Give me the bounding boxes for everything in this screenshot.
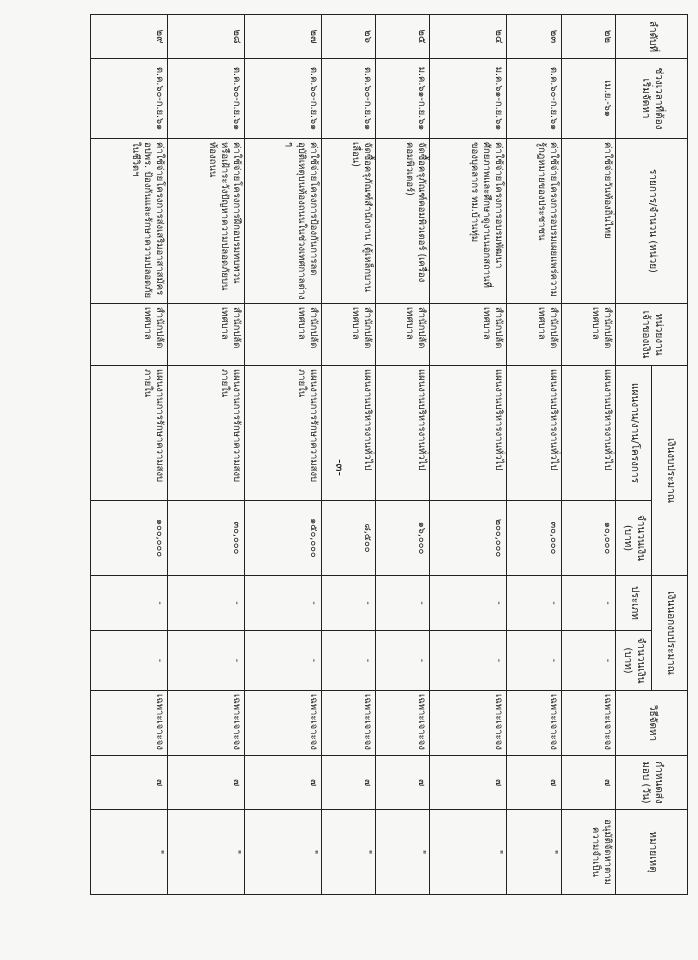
cell-order: ๒๖: [321, 15, 375, 59]
cell-remark: ": [321, 810, 375, 895]
cell-owner: สำนักปลัดเทศบาล: [561, 304, 615, 366]
cell-order: ๒๗: [244, 15, 321, 59]
procurement-table: [90, 14, 688, 895]
cell-period: ต.ค.๖๐-ก.ย.๖๑: [507, 59, 561, 139]
cell-deadline: ๗: [375, 756, 429, 810]
cell-off-amount: -: [507, 631, 561, 691]
cell-method: เฉพาะเจาะจง: [507, 691, 561, 756]
table-row: [321, 15, 375, 895]
cell-order: ๒๔: [430, 15, 507, 59]
cell-owner: สำนักปลัดเทศบาล: [244, 304, 321, 366]
cell-period: ต.ค.๖๐-ก.ย.๖๑: [167, 59, 244, 139]
rotated-table-container: [68, 0, 698, 900]
cell-amount: ๘,๕๐๐: [321, 501, 375, 576]
cell-deadline: ๗: [430, 756, 507, 810]
cell-off-amount: -: [167, 631, 244, 691]
cell-period: ต.ค.๖๐-ก.ย.๖๑: [244, 59, 321, 139]
cell-deadline: ๗: [91, 756, 168, 810]
table-row: [91, 15, 168, 895]
header-owner: หน่วยงานเจ้าของเงิน: [616, 304, 688, 366]
header-budget-amount: จำนวนเงิน (บาท): [616, 501, 652, 576]
page-number: -๓-: [332, 459, 347, 476]
cell-off-amount: -: [561, 631, 615, 691]
cell-plan: แผนงานบริหารงานทั่วไป: [430, 366, 507, 501]
cell-owner: สำนักปลัดเทศบาล: [430, 304, 507, 366]
cell-off-amount: -: [375, 631, 429, 691]
table-row: [244, 15, 321, 895]
cell-order: ๒๕: [375, 15, 429, 59]
cell-remark: ": [91, 810, 168, 895]
cell-owner: สำนักปลัดเทศบาล: [375, 304, 429, 366]
header-offbudget: เงินนอกงบประมาณ: [652, 576, 688, 691]
cell-owner: สำนักปลัดเทศบาล: [91, 304, 168, 366]
table-row: [507, 15, 561, 895]
cell-off-type: -: [375, 576, 429, 631]
cell-plan: แผนงานบริหารงานทั่วไป: [375, 366, 429, 501]
cell-plan: แผนงานบริหารงานทั่วไป: [561, 366, 615, 501]
cell-amount: ๒๐๐,๐๐๐: [430, 501, 507, 576]
cell-deadline: ๗: [167, 756, 244, 810]
table-row: [561, 15, 615, 895]
cell-method: เฉพาะเจาะจง: [430, 691, 507, 756]
header-off-type: ประเภท: [616, 576, 652, 631]
cell-off-type: -: [507, 576, 561, 631]
cell-owner: สำนักปลัดเทศบาล: [507, 304, 561, 366]
cell-remark: ": [244, 810, 321, 895]
cell-off-amount: -: [430, 631, 507, 691]
cell-amount: ๓๐,๐๐๐: [507, 501, 561, 576]
cell-item: ค่าใช้จ่ายโครงการอบรมพัฒนาศักยภาพและศึกษาดูงานนอกสถานที่ของบุคลากร ทม.บ้านทุ่ม: [430, 139, 507, 304]
cell-off-type: -: [561, 576, 615, 631]
cell-plan: แผนงานบริหารงานทั่วไป: [507, 366, 561, 501]
cell-amount: ๑๐,๐๐๐: [561, 501, 615, 576]
cell-off-amount: -: [91, 631, 168, 691]
cell-off-type: -: [167, 576, 244, 631]
header-deadline: กำหนดส่งมอบ (วัน): [616, 756, 688, 810]
cell-plan: แผนงานการรักษาความสงบภายใน: [244, 366, 321, 501]
cell-off-type: -: [321, 576, 375, 631]
header-remark: หมายเหตุ: [616, 810, 688, 895]
header-period: ช่วงเวลาที่ต้องเริ่มจัดหา: [616, 59, 688, 139]
cell-off-type: -: [430, 576, 507, 631]
cell-plan: แผนงานการรักษาความสงบภายใน: [91, 366, 168, 501]
cell-off-type: -: [91, 576, 168, 631]
cell-item: ค่าใช้จ่ายโครงการฝึกอบรมทบทวนหรือเฝ้าระวังปัญหาความปลอดภัยบนท้องถนน: [167, 139, 244, 304]
cell-method: เฉพาะเจาะจง: [244, 691, 321, 756]
cell-remark: ": [375, 810, 429, 895]
cell-period: ต.ค.๖๐-ก.ย.๖๑: [91, 59, 168, 139]
cell-off-amount: -: [321, 631, 375, 691]
cell-amount: ๓๐,๐๐๐: [167, 501, 244, 576]
cell-period: ต.ค.๖๐-ก.ย.๖๑: [321, 59, 375, 139]
cell-order: ๒๘: [167, 15, 244, 59]
header-budget: เงินงบประมาณ: [652, 366, 688, 576]
table-row: [430, 15, 507, 895]
cell-off-amount: -: [244, 631, 321, 691]
cell-plan: แผนงานบริหารงานทั่วไป: [321, 366, 375, 501]
table-row: [167, 15, 244, 895]
header-off-amount: จำนวนเงิน (บาท): [616, 631, 652, 691]
cell-period: เม.ย.-๖๑: [561, 59, 615, 139]
cell-plan: แผนงานการรักษาความสงบภายใน: [167, 366, 244, 501]
header-items: รายการ/จำนวน (หน่วย): [616, 139, 688, 304]
cell-amount: ๑๐๐,๐๐๐: [91, 501, 168, 576]
table-row: [375, 15, 429, 895]
cell-item: จัดซื้อครุภัณฑ์คอมพิวเตอร์ (เครื่องคอมพิวเตอร์): [375, 139, 429, 304]
header-order: ลำดับที่: [616, 15, 688, 59]
cell-order: ๒๙: [91, 15, 168, 59]
cell-method: เฉพาะเจาะจง: [375, 691, 429, 756]
cell-remark: ": [507, 810, 561, 895]
cell-method: เฉพาะเจาะจง: [91, 691, 168, 756]
cell-remark: ": [167, 810, 244, 895]
cell-order: ๒๒: [561, 15, 615, 59]
cell-owner: สำนักปลัดเทศบาล: [321, 304, 375, 366]
cell-item: ค่าใช้จ่ายโครงการอบรมเผยแพร่ความรู้กฎหมายของประชาชน: [507, 139, 561, 304]
cell-off-type: -: [244, 576, 321, 631]
cell-owner: สำนักปลัดเทศบาล: [167, 304, 244, 366]
cell-deadline: ๗: [561, 756, 615, 810]
cell-method: เฉพาะเจาะจง: [167, 691, 244, 756]
cell-deadline: ๗: [321, 756, 375, 810]
cell-remark: อนุมัติจัดหาตามความจำเป็น: [561, 810, 615, 895]
cell-period: ม.ค.๖๑-ก.ย.๖๑: [375, 59, 429, 139]
cell-item: ค่าใช้จ่ายโครงการป้องกันการลดอุบัติเหตุบนท้องถนนในช่วงเทศกาลต่าง ๆ: [244, 139, 321, 304]
cell-item: ค่าใช้จ่ายวันท้องถิ่นไทย: [561, 139, 615, 304]
cell-order: ๒๓: [507, 15, 561, 59]
cell-deadline: ๗: [244, 756, 321, 810]
cell-period: ม.ค.๖๑-ก.ย.๖๑: [430, 59, 507, 139]
cell-method: เฉพาะเจาะจง: [561, 691, 615, 756]
cell-item: ค่าใช้จ่ายโครงการส่งเสริมอาสาสมัคร อปพร. ป้องกันและรักษาความปลอดภัยในชีวิตฯ: [91, 139, 168, 304]
cell-amount: ๑๖,๐๐๐: [375, 501, 429, 576]
header-budget-plan: แผนงาน/งาน/โครงการ: [616, 366, 652, 501]
cell-deadline: ๗: [507, 756, 561, 810]
cell-remark: ": [430, 810, 507, 895]
header-method: วิธีจัดหา: [616, 691, 688, 756]
cell-item: จัดซื้อครุภัณฑ์สำนักงาน (ตู้เหล็กบานเลื่อน): [321, 139, 375, 304]
cell-amount: ๑๕๐,๐๐๐: [244, 501, 321, 576]
cell-method: เฉพาะเจาะจง: [321, 691, 375, 756]
